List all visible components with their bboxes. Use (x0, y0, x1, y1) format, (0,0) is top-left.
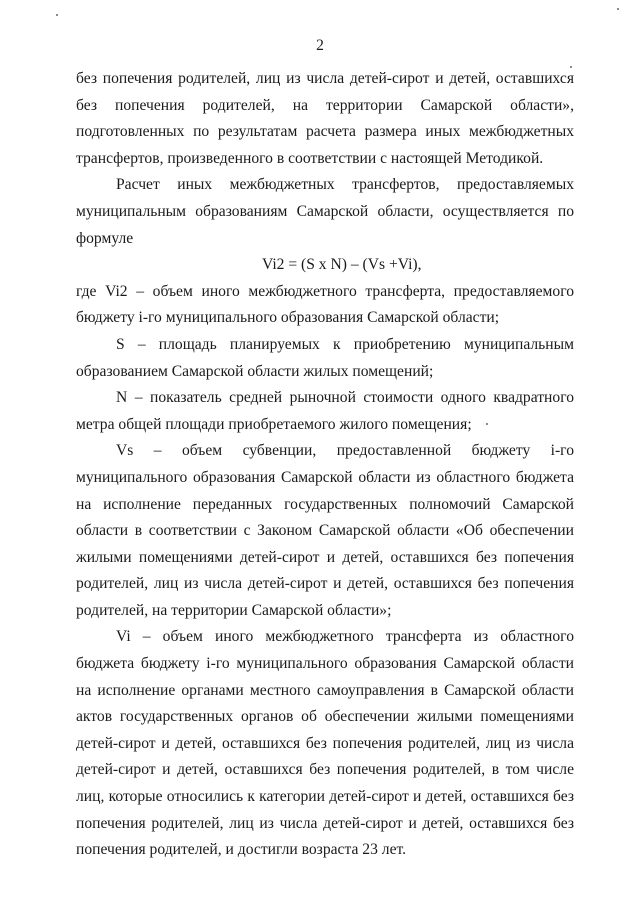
scan-speck (617, 8, 619, 10)
paragraph-continuation: без попечения родителей, лиц из числа детей-сирот и детей, оставшихся без попечения родителей, на территории Самарской области», подготовленных по результатам расчета размера иных межбюджетных трансфертов, произведенного в соответствии с настоящей Методикой. (76, 70, 574, 167)
document-body (76, 66, 574, 864)
formula: Vi2 = (S x N) – (Vs +Vi), (262, 256, 422, 274)
scan-speck (56, 14, 58, 16)
paragraph-s-definition: S – площадь планируемых к приобретению муниципальным образованием Самарской области жилых помещений; (76, 335, 574, 380)
page-number: 2 (316, 37, 324, 54)
paragraph-calculation-intro: Расчет иных межбюджетных трансфертов, предоставляемых муниципальным образованиям Самарской области, осуществляется по формуле (76, 176, 574, 247)
scan-speck (486, 423, 488, 425)
paragraph-vi2-definition: где Vi2 – объем иного межбюджетного трансферта, предоставляемого бюджету i-го муниципального образования Самарской области; (76, 282, 574, 327)
scan-speck (570, 66, 572, 68)
paragraph-vi-definition: Vi – объем иного межбюджетного трансферта из областного бюджета бюджету i-го муниципального образования Самарской области на исполнение органами местного самоуправления в Самарской области актов государственных органов об обеспечении жилыми помещениями детей-сирот и детей, оставшихся без попечения родителей, лиц из числа детей-сирот и детей, оставшихся без попечения родителей, в том числе лиц, которые относились к категории детей-сирот и детей, оставшихся без попечения родителей, лиц из числа детей-сирот и детей, оставшихся без попечения родителей, и достигли возраста 23 лет. (76, 628, 574, 859)
paragraph-vs-definition: Vs – объем субвенции, предоставленной бюджету i-го муниципального образования Самарской области из областного бюджета на исполнение переданных государственных полномочий Самарской области в соответствии с Законом Самарской области «Об обеспечении жилыми помещениями детей-сирот и детей, оставшихся без попечения родителей, лиц из числа детей-сирот и детей, оставшихся без попечения родителей, на территории Самарской области»; (76, 442, 574, 619)
paragraph-n-definition: N – показатель средней рыночной стоимости одного квадратного метра общей площади приобретаемого жилого помещения; (76, 389, 574, 433)
